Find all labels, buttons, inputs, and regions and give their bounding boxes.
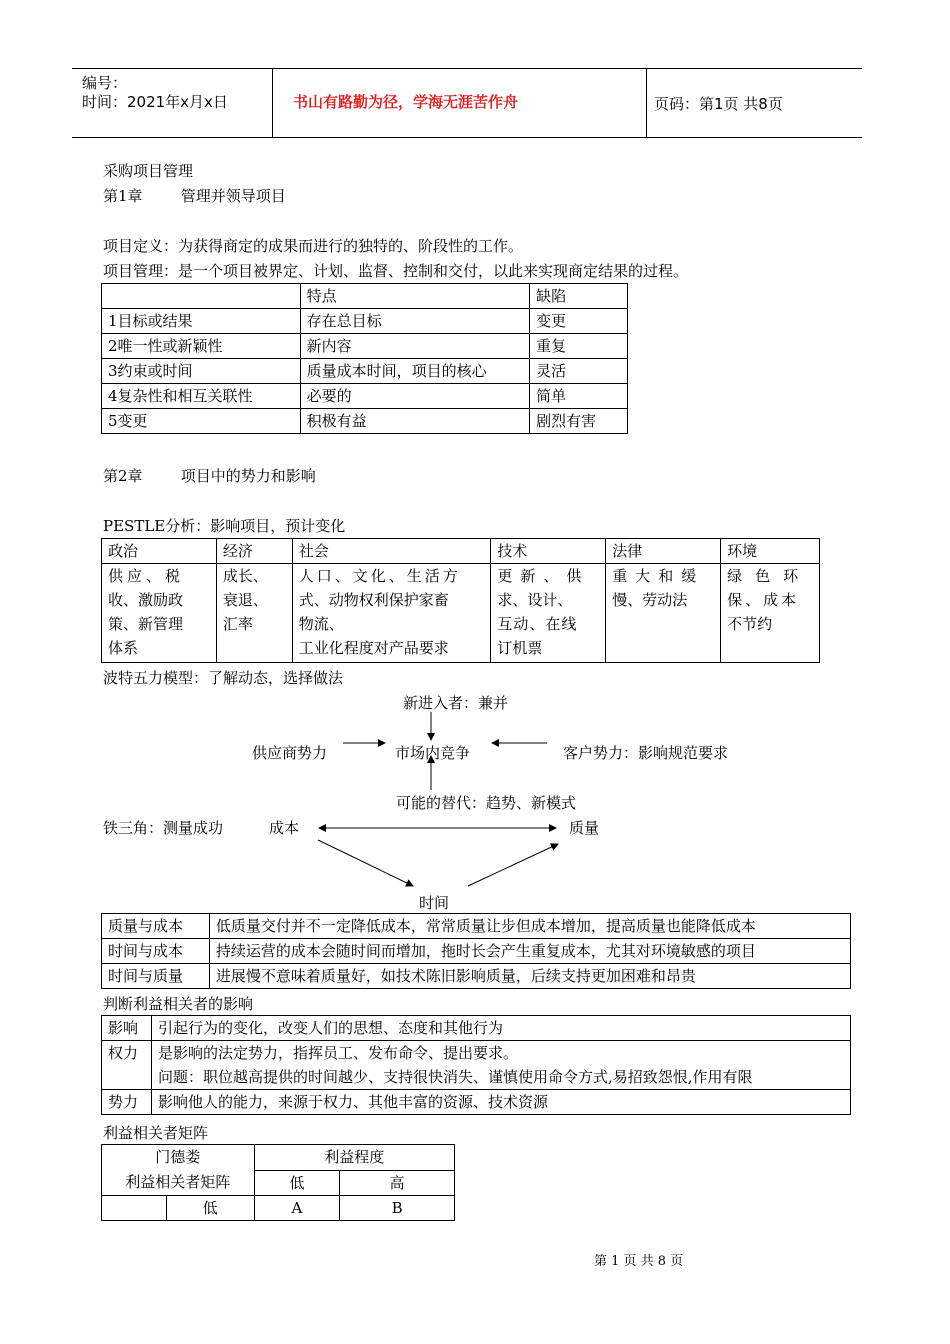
table-row (102, 1016, 851, 1041)
cell-line: 门德娄 (155, 1148, 201, 1166)
pestle-title: PESTLE分析：影响项目，预计变化 (103, 517, 346, 535)
table-cell (151, 1041, 850, 1090)
cell-line: 互动、在线 (497, 615, 578, 633)
porter-new-entrants: 新进入者：兼并 (403, 694, 509, 712)
iron-cost: 成本 (269, 819, 300, 837)
tradeoff-table (101, 913, 851, 989)
table-row (102, 1145, 455, 1171)
table-cell: 特点 (300, 284, 530, 309)
iron-time: 时间 (419, 894, 450, 912)
cell-line: 衰退、 (222, 591, 268, 609)
table-cell: 变更 (530, 309, 628, 334)
stakeholder-influence-title: 判断利益相关者的影响 (103, 995, 254, 1013)
iron-triangle-title: 铁三角：测量成功 (103, 819, 224, 837)
table-cell: 影响他人的能力，来源于权力、其他丰富的资源、技术资源 (151, 1090, 850, 1115)
cell-line: 工业化程度对产品要求 (298, 639, 449, 657)
cell-line: 问题：职位越高提供的时间越少、支持很快消失、谨慎使用命令方式,易招致怨恨,作用有限 (157, 1068, 753, 1086)
table-row (102, 914, 851, 939)
table-cell: 时间与成本 (102, 939, 210, 964)
porter-rivalry: 市场内竞争 (395, 744, 471, 762)
iron-arrow-time-quality (468, 844, 558, 886)
page-footer: 第 1 页 共 8 页 (594, 1254, 684, 1269)
cell-line: 重大和缓 (612, 567, 705, 585)
table-cell: 高 (340, 1170, 455, 1196)
cell-line: 不节约 (727, 615, 773, 633)
table-cell: B (340, 1196, 455, 1221)
page-label: 页码：第1页 共8页 (654, 95, 783, 113)
table-cell: 剧烈有害 (530, 409, 628, 434)
cell-line: 体系 (108, 639, 139, 657)
cell-line: 保、成本 (727, 591, 800, 609)
table-cell: 环境 (721, 539, 820, 564)
table-cell: 重复 (530, 334, 628, 359)
table-cell: 质量与成本 (102, 914, 210, 939)
table-cell: 权力 (102, 1041, 152, 1090)
table-cell: 法律 (606, 539, 721, 564)
cell-line: 求、设计、 (497, 591, 573, 609)
porter-suppliers: 供应商势力 (252, 744, 328, 762)
table-row (102, 1041, 851, 1090)
cell-line: 更新、供 (497, 567, 590, 585)
porter-customers: 客户势力：影响规范要求 (563, 744, 729, 762)
table-cell: 时间与质量 (102, 964, 210, 989)
table-cell: 政治 (102, 539, 217, 564)
stakeholder-matrix (101, 1144, 455, 1221)
number-label: 编号： (82, 74, 128, 92)
table-cell: 质量成本时间，项目的核心 (300, 359, 530, 384)
matrix-corner (102, 1145, 255, 1196)
table-cell: 经济 (216, 539, 292, 564)
table-cell: 缺陷 (530, 284, 628, 309)
table-cell: 影响 (102, 1016, 152, 1041)
table-row (102, 939, 851, 964)
influence-table (101, 1015, 851, 1115)
table-row (102, 1090, 851, 1115)
cell-line: 人口、文化、生活方 (298, 567, 461, 585)
cell-line: 慢、劳动法 (612, 591, 688, 609)
cell-line: 收、激励政 (108, 591, 184, 609)
chapter-2-heading: 第2章 项目中的势力和影响 (103, 467, 316, 485)
table-cell: 社会 (292, 539, 491, 564)
table-cell: 技术 (491, 539, 606, 564)
iron-quality: 质量 (569, 819, 600, 837)
table-cell: 积极有益 (300, 409, 530, 434)
table-cell: 低质量交付并不一定降低成本，常常质量让步但成本增加，提高质量也能降低成本 (209, 914, 850, 939)
doc-title: 采购项目管理 (103, 162, 194, 180)
cell-line: 成长、 (222, 567, 268, 585)
cell-line: 是影响的法定势力，指挥员工、发布命令、提出要求。 (157, 1044, 518, 1062)
table-row (102, 964, 851, 989)
cell-line: 物流、 (298, 615, 344, 633)
cell-line: 绿色环 (727, 567, 812, 585)
project-definition: 项目定义：为获得商定的成果而进行的独特的、阶段性的工作。 (103, 237, 524, 255)
table-row (102, 1196, 455, 1221)
cell-line: 利益相关者矩阵 (125, 1173, 231, 1191)
table-cell: 1目标或结果 (102, 309, 301, 334)
table-cell: A (254, 1196, 340, 1221)
table-cell: 灵活 (530, 359, 628, 384)
cell-line: 策、新管理 (108, 615, 184, 633)
table-cell: 2唯一性或新颖性 (102, 334, 301, 359)
iron-arrow-cost-time (318, 840, 413, 886)
table-cell: 4复杂性和相互关联性 (102, 384, 301, 409)
table-cell: 3约束或时间 (102, 359, 301, 384)
time-label: 时间：2021年x月x日 (82, 93, 228, 111)
porter-title: 波特五力模型：了解动态，选择做法 (103, 669, 344, 687)
porter-substitutes: 可能的替代：趋势、新模式 (396, 794, 577, 812)
table-cell: 持续运营的成本会随时间而增加，拖时长会产生重复成本，尤其对环境敏感的项目 (209, 939, 850, 964)
cell-line: 汇率 (222, 615, 253, 633)
cell-line: 订机票 (497, 639, 543, 657)
table-cell: 引起行为的变化，改变人们的思想、态度和其他行为 (151, 1016, 850, 1041)
table-cell: 5变更 (102, 409, 301, 434)
matrix-title: 利益相关者矩阵 (103, 1124, 209, 1142)
cell-line: 供应、税 (108, 567, 185, 585)
project-management-definition: 项目管理：是一个项目被界定、计划、监督、控制和交付，以此来实现商定结果的过程。 (103, 262, 689, 280)
table-cell: 必要的 (300, 384, 530, 409)
table-cell: 存在总目标 (300, 309, 530, 334)
cell-line: 式、动物权利保护家畜 (298, 591, 449, 609)
table-cell: 势力 (102, 1090, 152, 1115)
table-cell (102, 1196, 167, 1221)
table-cell: 新内容 (300, 334, 530, 359)
table-cell: 进展慢不意味着质量好，如技术陈旧影响质量，后续支持更加困难和昂贵 (209, 964, 850, 989)
motto: 书山有路勤为径，学海无涯苦作舟 (293, 93, 519, 111)
chapter-1-heading: 第1章 管理并领导项目 (103, 187, 286, 205)
table-cell: 简单 (530, 384, 628, 409)
matrix-interest-header: 利益程度 (254, 1145, 454, 1171)
table-cell: 低 (254, 1170, 340, 1196)
table-cell: 低 (166, 1196, 254, 1221)
